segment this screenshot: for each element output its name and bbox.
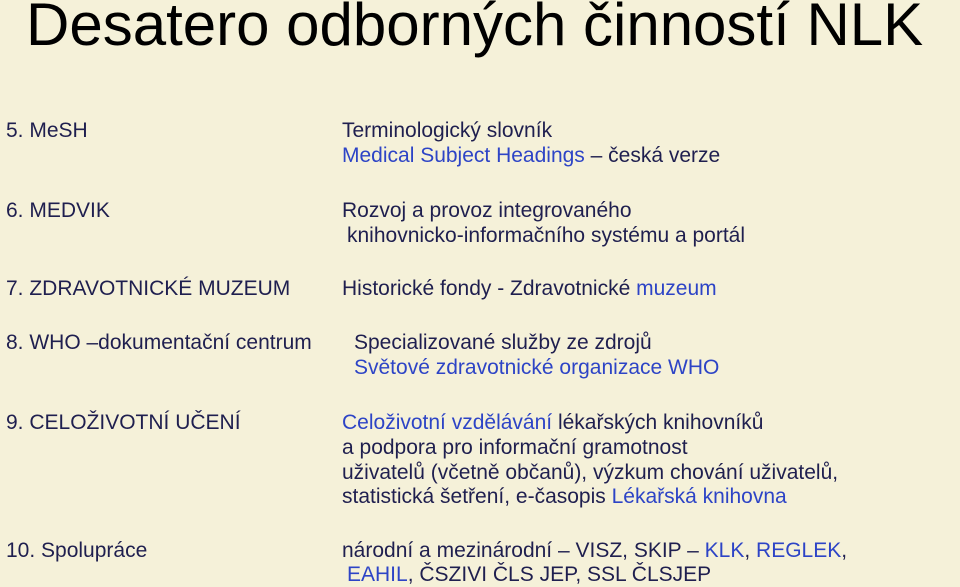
item-desc-spoluprace-line1 (342, 538, 847, 563)
item-desc-mesh-line1: Terminologický slovník (342, 119, 553, 142)
item-desc-muzeum-line1 (342, 276, 717, 301)
celozivotni-line4-prefix: statistická šetření, e-časopis (342, 485, 612, 508)
reglek-link[interactable]: REGLEK (756, 539, 842, 562)
item-desc-medvik-line2: knihovnicko-informačního systému a portál (347, 224, 746, 247)
item-desc-celozivotni-line2: a podpora pro informační gramotnost (342, 436, 688, 459)
muzeum-prefix: Historické fondy - Zdravotnické (342, 277, 637, 300)
item-label-medvik: 6. MEDVIK (6, 199, 110, 222)
item-label-muzeum: 7. ZDRAVOTNICKÉ MUZEUM (6, 277, 291, 300)
item-label-spoluprace: 10. Spolupráce (6, 539, 148, 562)
item-desc-celozivotni-line1 (342, 410, 763, 435)
item-desc-celozivotni-line4 (342, 484, 787, 509)
item-desc-who-line2 (354, 355, 719, 380)
celozivotni-link[interactable]: Celoživotní vzdělávání (342, 411, 553, 434)
item-label-celozivotni: 9. CELOŽIVOTNÍ UČENÍ (6, 411, 241, 434)
item-label-mesh: 5. MeSH (6, 119, 88, 142)
mesh-link[interactable]: Medical Subject Headings (342, 144, 585, 167)
item-desc-medvik-line1: Rozvoj a provoz integrovaného (342, 199, 632, 222)
muzeum-link[interactable]: muzeum (636, 277, 717, 300)
klk-link[interactable]: KLK (704, 539, 745, 562)
spoluprace-line2-suffix: , ČSZIVI ČLS JEP, SSL ČLSJEP (407, 563, 712, 586)
spoluprace-comma: , (841, 539, 848, 562)
item-desc-who-line1: Specializované služby ze zdrojů (354, 331, 652, 354)
spoluprace-prefix: národní a mezinárodní – VISZ, SKIP – (342, 539, 705, 562)
lekarska-knihovna-link[interactable]: Lékařská knihovna (611, 485, 787, 508)
who-link[interactable]: Světové zdravotnické organizace WHO (354, 356, 720, 379)
item-desc-spoluprace-line2 (347, 562, 711, 587)
eahil-link[interactable]: EAHIL (347, 563, 408, 586)
item-desc-celozivotni-line3: uživatelů (včetně občanů), výzkum chování uživatelů, (342, 461, 839, 484)
spoluprace-sep: , (744, 539, 757, 562)
slide-title: Desatero odborných činností NLK (26, 0, 924, 58)
mesh-suffix: – česká verze (584, 144, 721, 167)
item-desc-mesh-line2 (342, 143, 720, 168)
item-label-who: 8. WHO –dokumentační centrum (6, 331, 312, 354)
celozivotni-suffix: lékařských knihovníků (552, 411, 764, 434)
